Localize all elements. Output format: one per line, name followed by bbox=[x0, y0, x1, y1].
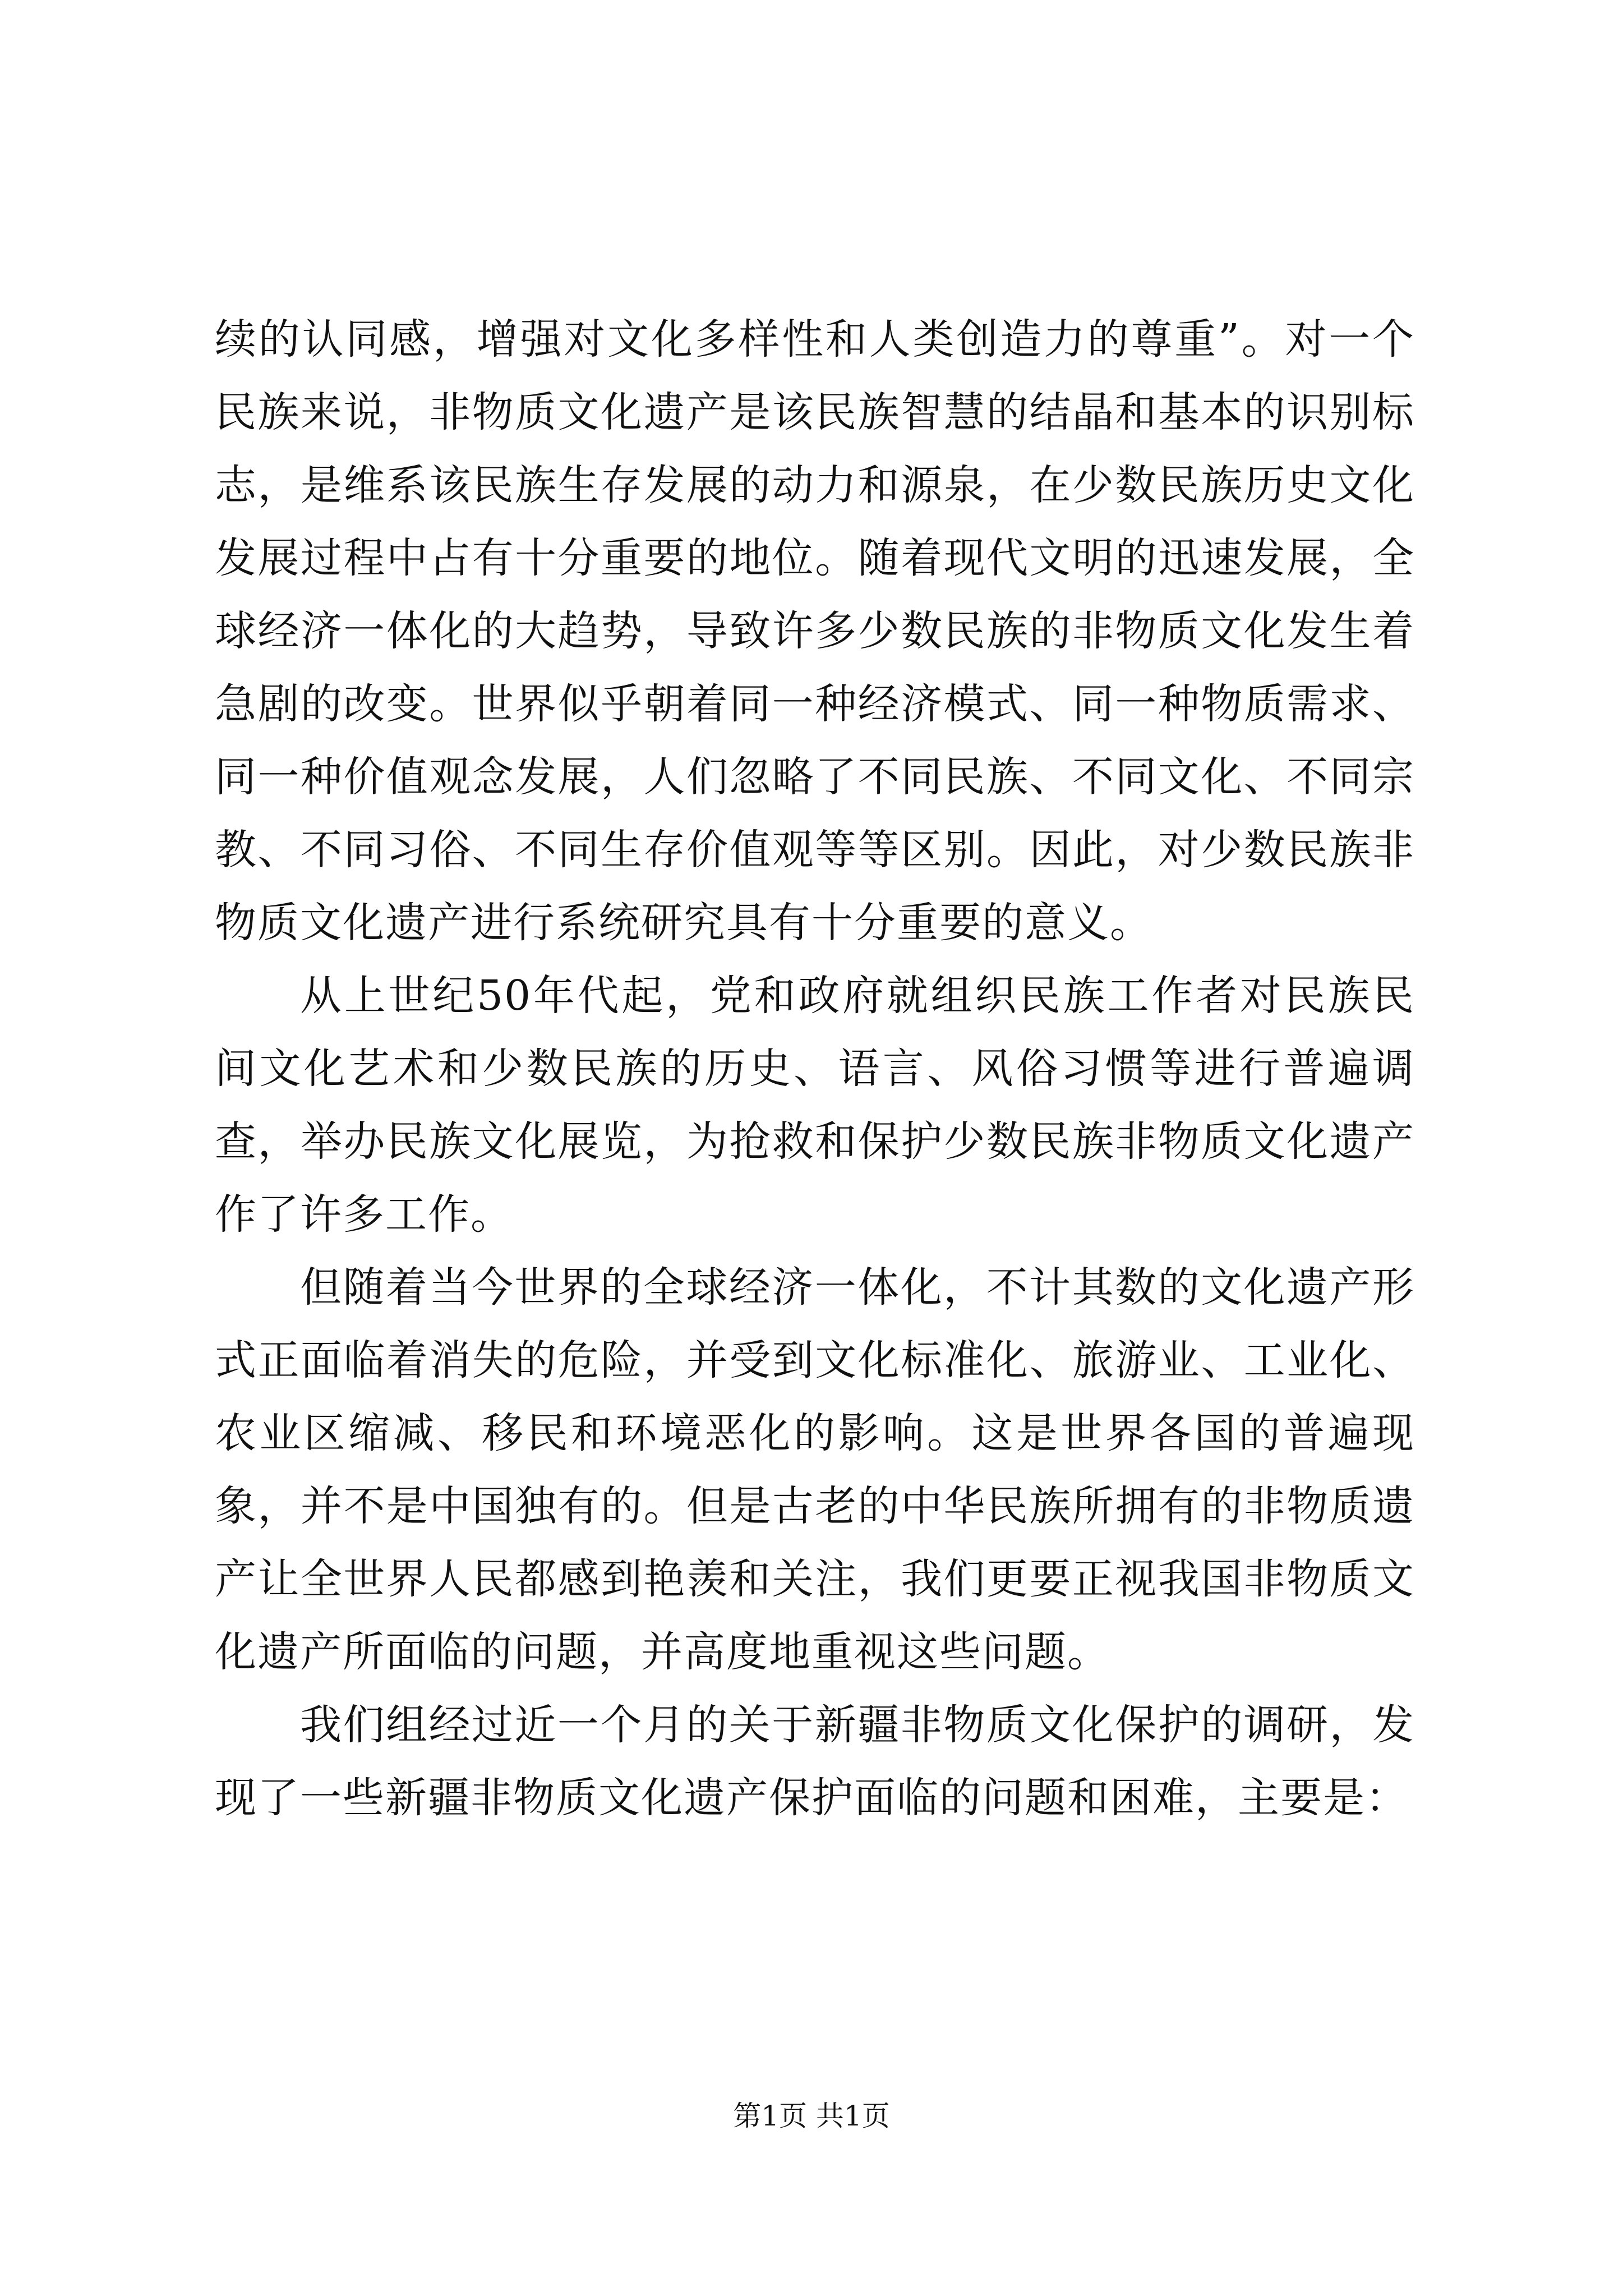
page-footer: 第1页 共1页 bbox=[733, 2100, 890, 2132]
paragraph-3: 但随着当今世界的全球经济一体化，不计其数的文化遗产形式正面临着消失的危险，并受到文化标准化、旅游业、工业化、农业区缩减、移民和环境恶化的影响。这是世界各国的普遍现象，并不是中国独有的。但是古老的中华民族所拥有的非物质遗产让全世界人民都感到艳羡和关注，我们更要正视我国非物质文化遗产所面临的问题，并高度地重视这些问题。 bbox=[215, 1263, 1415, 1676]
paragraph-4: 我们组经过近一个月的关于新疆非物质文化保护的调研，发现了一些新疆非物质文化遗产保护面临的问题和困难，主要是： bbox=[215, 1701, 1415, 1822]
paragraph-1: 续的认同感，增强对文化多样性和人类创造力的尊重”。对一个民族来说，非物质文化遗产是该民族智慧的结晶和基本的识别标志，是维系该民族生存发展的动力和源泉，在少数民族历史文化发展过程中占有十分重要的地位。随着现代文明的迅速发展，全球经济一体化的大趋势，导致许多少数民族的非物质文化发生着急剧的改变。世界似乎朝着同一种经济模式、同一种物质需求、同一种价值观念发展，人们忽略了不同民族、不同文化、不同宗教、不同习俗、不同生存价值观等等区别。因此，对少数民族非物质文化遗产进行系统研究具有十分重要的意义。 bbox=[215, 315, 1415, 947]
body-text bbox=[215, 303, 1415, 1834]
paragraph-2: 从上世纪50年代起，党和政府就组织民族工作者对民族民间文化艺术和少数民族的历史、语言、风俗习惯等进行普遍调查，举办民族文化展览，为抢救和保护少数民族非物质文化遗产作了许多工作。 bbox=[215, 972, 1415, 1239]
